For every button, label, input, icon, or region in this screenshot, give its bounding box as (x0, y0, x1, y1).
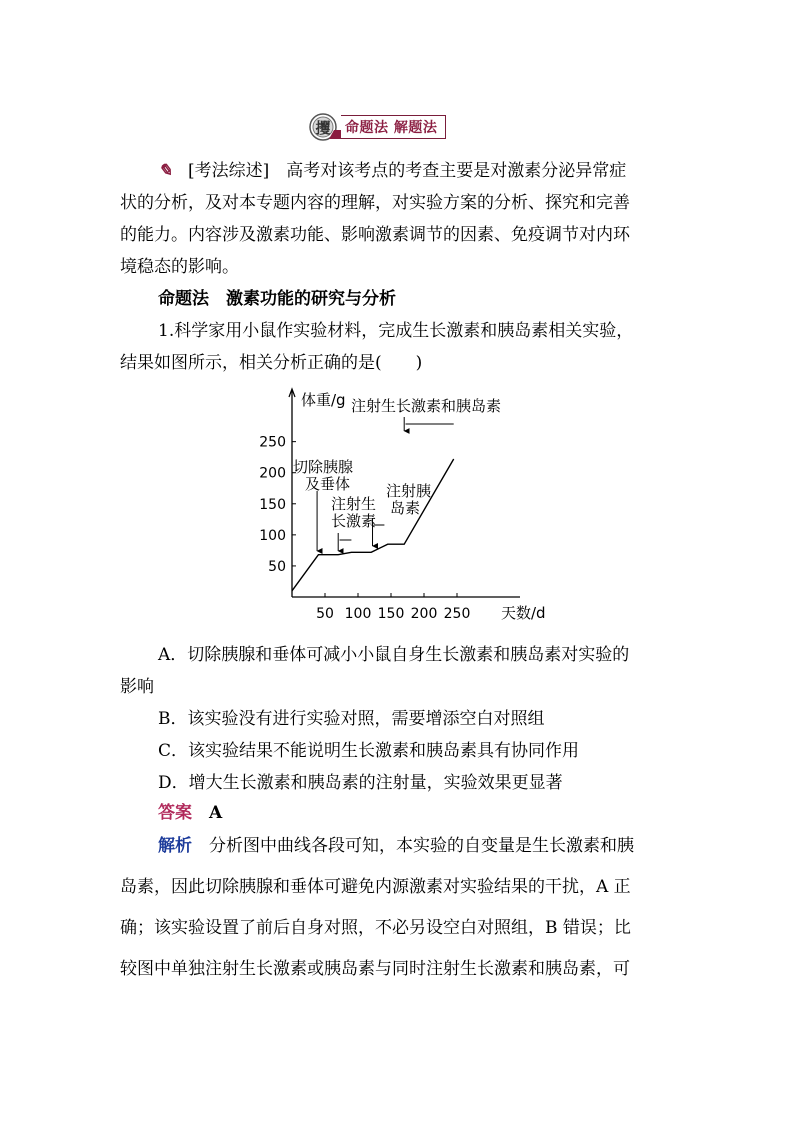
chart-svg (245, 383, 545, 638)
option-b: B．该实验没有进行实验对照，需要增添空白对照组 (158, 709, 545, 729)
question-line-2: 结果如图所示，相关分析正确的是( ) (120, 353, 423, 373)
intro-tag: [考法综述] (188, 161, 270, 181)
answer-line (158, 802, 718, 824)
analysis-line-1 (158, 835, 718, 857)
x-tick-label: 100 (344, 606, 372, 622)
seal-logo-icon (307, 112, 341, 142)
x-tick-label: 150 (377, 606, 405, 622)
annotation-remove-label-1: 切除胰腺 (293, 458, 354, 476)
intro-line-3: 的能力。内容涉及激素功能、影响激素调节的因素、免疫调节对内环 (120, 225, 630, 245)
analysis-line-3: 确；该实验设置了前后自身对照，不必另设空白对照组，B 错误；比 (120, 918, 631, 938)
analysis-label: 解析 (158, 836, 192, 856)
answer-label: 答案 (158, 803, 192, 823)
x-axis-label: 天数/d (501, 604, 545, 622)
y-tick-label: 50 (268, 558, 286, 575)
y-axis-label: 体重/g (301, 391, 346, 409)
option-a-line-2: 影响 (120, 677, 154, 697)
y-tick-label: 200 (259, 465, 286, 482)
answer-value: A (209, 803, 223, 823)
x-tick-label: 50 (316, 606, 334, 622)
method-badge (307, 112, 446, 142)
analysis-line-4: 较图中单独注射生长激素或胰岛素与同时注射生长激素和胰岛素，可 (120, 959, 630, 979)
analysis-text-1: 分析图中曲线各段可知，本实验的自变量是生长激素和胰 (209, 836, 634, 856)
badge-label: 命题法 解题法 (345, 120, 438, 136)
option-c: C．该实验结果不能说明生长激素和胰岛素具有协同作用 (158, 741, 580, 761)
x-tick-label: 250 (443, 606, 471, 622)
question-line-1: 1.科学家用小鼠作实验材料，完成生长激素和胰岛素相关实验， (158, 321, 634, 341)
intro-line-2: 状的分析，及对本专题内容的理解，对实验方案的分析、探究和完善 (120, 193, 630, 213)
x-tick-label: 200 (410, 606, 438, 622)
y-tick-label: 250 (259, 434, 286, 451)
intro-line-4: 境稳态的影响。 (120, 257, 239, 277)
intro-line-1 (158, 160, 718, 182)
pen-icon: ✎ (158, 161, 173, 181)
annotation-remove-label-2: 及垂体 (305, 475, 351, 493)
y-tick-label: 100 (259, 527, 286, 544)
annotation-gh-label-2: 长激素 (331, 512, 377, 530)
option-a-line-1: A．切除胰腺和垂体可减小小鼠自身生长激素和胰岛素对实验的 (158, 645, 630, 665)
annotation-insulin-label-1: 注射胰 (386, 482, 432, 500)
intro-text-1: 高考对该考点的考查主要是对激素分泌异常症 (286, 161, 627, 181)
badge-label-box (341, 115, 446, 139)
analysis-line-2: 岛素，因此切除胰腺和垂体可避免内源激素对实验结果的干扰，A 正 (120, 877, 631, 897)
weight-chart (245, 383, 545, 638)
y-tick-label: 150 (259, 496, 286, 513)
section-title: 命题法 激素功能的研究与分析 (158, 289, 396, 309)
annotation-gh-label-1: 注射生 (331, 495, 377, 513)
annotation-insulin-label-2: 岛素 (390, 499, 421, 517)
option-d: D．增大生长激素和胰岛素的注射量，实验效果更显著 (158, 773, 563, 793)
seal-char: 攫 (315, 119, 331, 137)
annotation-both-label: 注射生长激素和胰岛素 (351, 397, 502, 415)
